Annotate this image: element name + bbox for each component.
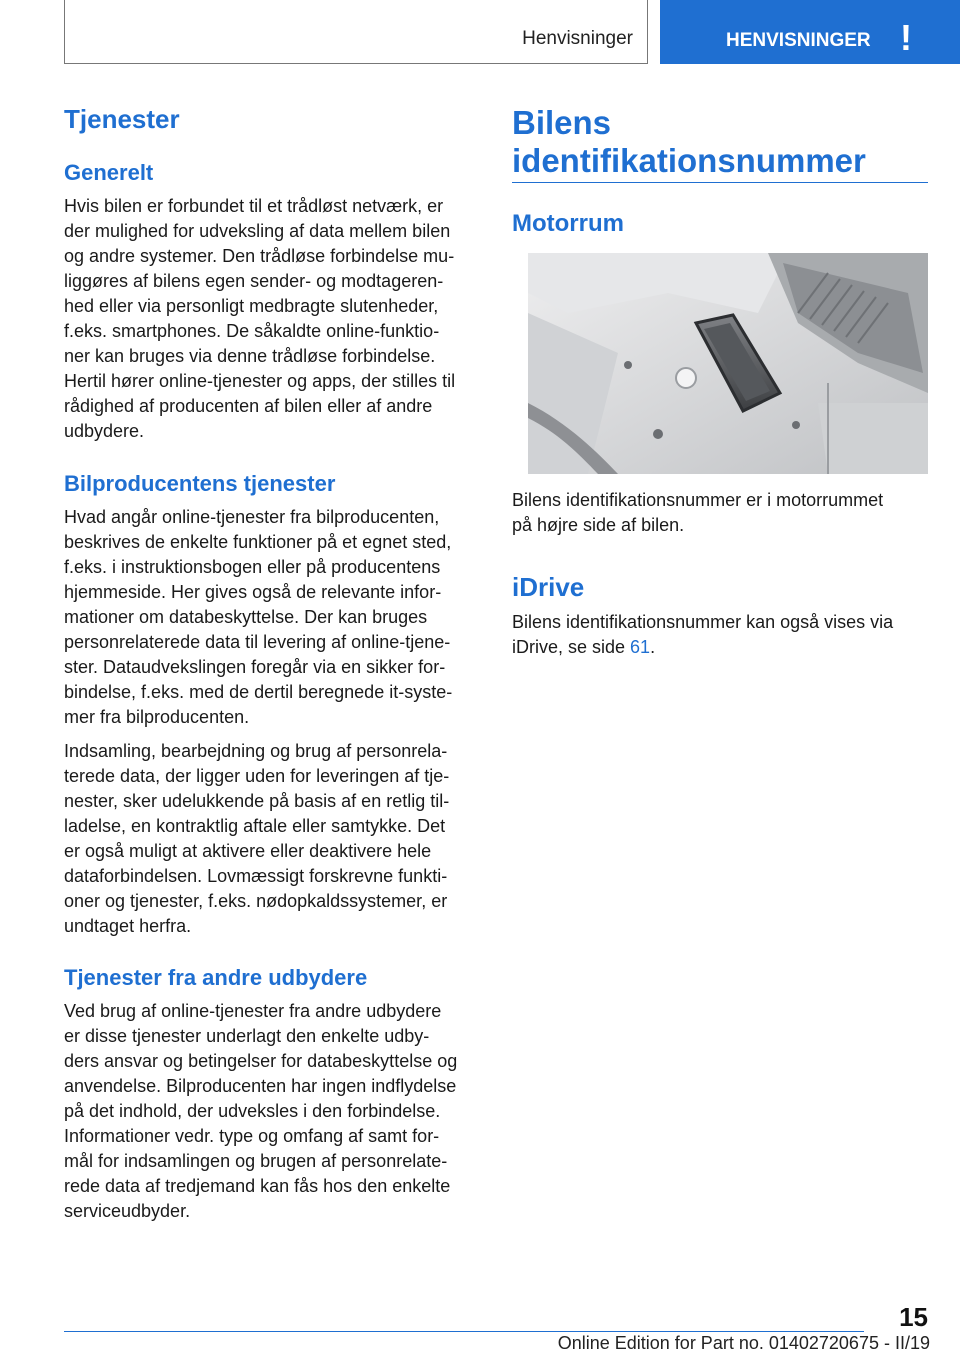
chapter-tab [660, 0, 960, 64]
paragraph-generelt: Hvis bilen er forbundet til et trådløst netværk, er der mulighed for udveksling af data mellem bilen og andre systemer. Den trådløse forbindelse mu- liggøres af bilens egen sender- og modtageren- hed eller via personligt medbragte slutenheder, f.eks. smartphones. De såkaldte online-funktio- ner kan bruges via denne trådløse forbindelse. Hertil hører online-tjenester og apps, der stilles til rådighed af producenten af bilen eller af andre udbydere. [64, 196, 456, 441]
title-underline [512, 182, 928, 183]
page-number: 15 [899, 1302, 928, 1332]
heading-idrive: iDrive [512, 572, 585, 602]
page-reference-link[interactable]: 61 [630, 637, 651, 657]
engine-bay-illustration [528, 253, 928, 474]
heading-tjenester-andre-udbydere: Tjenester fra andre udbydere [64, 965, 368, 990]
section-title-tjenester: Tjenester [64, 104, 180, 134]
footer-rule [64, 1331, 864, 1332]
paragraph-bilproducent-1: Hvad angår online-tjenester fra bilproducenten, beskrives de enkelte funktioner på et egnet sted, f.eks. i instruktionsbogen eller på producentens hjemmeside. Her gives også de relevante infor- mationer om databeskyttelse. Der kan bruges personrelaterede data til levering af online-tjene- ster. Dataudvekslingen foregår via en sikker for- bindelse, f.eks. med de dertil beregnede it-syste- mer fra bilproducenten. [64, 507, 453, 727]
running-header-section: Henvisninger [522, 28, 633, 49]
heading-generelt: Generelt [64, 160, 154, 185]
heading-bilproducentens-tjenester: Bilproducentens tjenester [64, 471, 336, 496]
engine-bay-vin-image [528, 253, 928, 474]
footer-edition: Online Edition for Part no. 01402720675 - II/19 [557, 1333, 930, 1353]
paragraph-andre-udbydere: Ved brug af online-tjenester fra andre udbydere er disse tjenester underlagt den enkelte udby- ders ansvar og betingelser for databeskyttelse og anvendelse. Bilproducenten har ingen indflydelse på det indhold, der udveksles i den forbindelse. Informationer vedr. type og omfang af samt for- mål for indsamlingen og brugen af personrelate- rede data af tredjemand kan fås hos den enkelte serviceudbyder. [64, 1001, 458, 1221]
paragraph-motorrum: Bilens identifikationsnummer er i motorrummet på højre side af bilen. [512, 490, 884, 535]
chapter-tab-label: HENVISNINGER [726, 30, 871, 51]
exclamation-icon: ! [900, 17, 912, 58]
running-header-box [64, 0, 648, 64]
section-title-bilens-identifikationsnummer: Bilens identifikationsnummer [512, 104, 866, 179]
heading-motorrum: Motorrum [512, 210, 624, 237]
paragraph-bilproducent-2: Indsamling, bearbejdning og brug af personrela- terede data, der ligger uden for leveringen af tje- nester, sker udelukkende på basis af en retlig til- ladelse, en kontraktlig aftale eller samtykke. Det er også muligt at aktivere eller deaktivere hele dataforbindelsen. Lovmæssigt forskrevne funkti- oner og tjenester, f.eks. nødopkaldssystemer, er undtaget herfra. [64, 741, 450, 936]
paragraph-idrive: Bilens identifikationsnummer kan også vises via iDrive, se side 61. [512, 612, 894, 657]
